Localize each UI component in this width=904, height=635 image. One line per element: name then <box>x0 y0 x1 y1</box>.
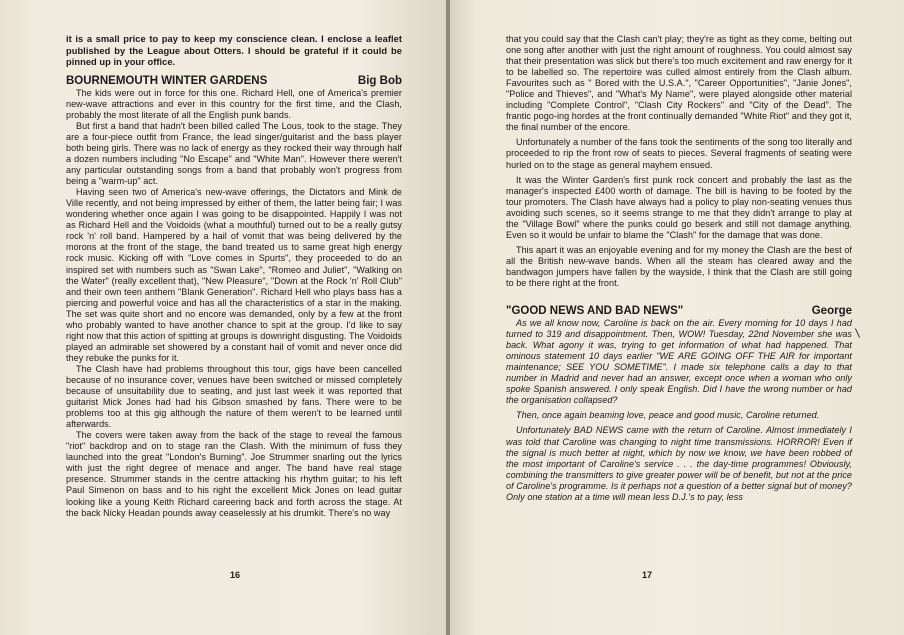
article-paragraph: The Clash have had problems throughout this tour, gigs have been cancelled because of no insurance cover, venues have been switched or missed completely because of unsuitability due to seating, and just last week it was reported that guitarist Mick Jones had had his Gibson smashed by fans. There were to be problems too at this gig although the nature of them weren't to be learned until afterwards. <box>66 363 402 430</box>
article-paragraph: It was the Winter Garden's first punk rock concert and probably the last as the manager's inspected £400 worth of damage. The bill is having to be footed by the tour promoters. The Clash have always had a policy to play non-seating venues thus avoiding such scenes, so it seems strange to me that they didn't arrange to play at the "Village Bowl" where the punks could go beserk and still not damage anything. Even so it would be unfair to blame the "Clash" for the damage that was done. <box>506 174 852 240</box>
article-paragraph: Unfortunately a number of the fans took the sentiments of the song too literally and proceeded to rip the front row of seats to pieces. Several fragments of seating were hurled on to the stage as general mayhem ensued. <box>506 137 852 170</box>
page-number: 17 <box>642 570 653 580</box>
article2-heading <box>506 305 852 317</box>
article-paragraph: But first a band that hadn't been billed called The Lous, took to the stage. They are a four-piece outfit from France, the lead singer/guitarist and the bass player both being girls. There was no lack of energy as they rocked their way through half a dozen numbers including "No Escape" and "White Man". However there weren't any particular outstanding songs from a band that probably won't progress from being a "warm-up" act. <box>66 120 402 187</box>
article-author: Big Bob <box>357 74 402 87</box>
article2-paragraph: As we all know now, Caroline is back on the air. Every morning for 10 days I had turned to 319 and disappointment. Then, WOW! Tuesday, 22nd November she was back. What agony it was, trying to get information of what had happened. That ominous statement 10 days earlier "WE ARE GOING OFF THE AIR for important maintenance; SEE YOU SOMETIME". I made six telephone calls a day to that number in Madrid and never had an answer, except once when a woman who only spoke Spanish answered. I only speak English. Did I have the wrong number or had the organisation collapsed? <box>506 318 852 406</box>
article2-paragraph: Unfortunately BAD NEWS came with the return of Caroline. Almost immediately I was told that Caroline was changing to night time transmissions. HORROR! Even if the signal is much better at night, which by now we know, we have been robbed of the most important of Caroline's service . . . the day-time programmes! Obviously, combining the transmitters to give greater power will be of benefit, but not at the price of Caroline's programme. Is it perhaps not a question of a better signal but of money? Only one station at a time will mean less D.J.'s to pay, less <box>506 425 852 502</box>
article2-author: George <box>811 305 852 318</box>
article-heading <box>66 75 402 87</box>
article-title: BOURNEMOUTH WINTER GARDENS <box>66 74 268 87</box>
page-number: 16 <box>230 570 241 580</box>
article-paragraph: The covers were taken away from the back of the stage to reveal the famous "riot" backdrop and on to stage ran the Clash. With the minimum of fuss they launched into the great "London's Burning". Joe Strummer snarling out the lyrics with just the right degree of menace and anger. The band have real stage presence. Strummer stands in the centre attacking his rhythm guitar; to his left Paul Simenon on bass and to his right the excellent Mick Jones on lead guitar looking like a young Keith Richard careering back and forth across the stage. At the back Nicky Headan pounds away ceaselessly at his drumkit. There's no way <box>66 430 402 518</box>
article2-paragraph: Then, once again beaming love, peace and good music, Caroline returned. <box>516 410 820 421</box>
article-paragraph: The kids were out in force for this one. Richard Hell, one of America's premier new-wave attractions and ever in this country for the first time, and the Clash, probably the most literate of all the English punk bands. <box>66 87 402 120</box>
article-paragraph: Having seen two of America's new-wave offerings, the Dictators and Mink de Ville recently, and not being impressed by either of them, the latter being fair; I was wondering whether once again I was going to be disappointed. Happily I was not as Richard Hell and the Voidoids (what a mouthful) turned out to be a really gutsy rock 'n' roll band. Hampered by a hail of vomit that was being delivered by the morons at the front of the stage, the band treated us to same great high energy rock music. Kicking off with "Love comes in Spurts", they proceeded to do an inspired set with numbers such as "Swan Lake", "Romeo and Juliet", "Walking on the Water" (really excellent that), "New Pleasure", "Down at the Rock 'n' Roll Club" and their own teen anthem "Blank Generation". Richard Hell who plays bass has a piercing and powerful voice and has all the characteristics of a star in the making. The set was quite short and no encore was demanded, only by a few at the front who probably wanted to have another chance to spit at the group. I'd like to say right now that this action of spitting at groups is downright disgusting. The Voidoids played an admirable set showered by a constant hail of vomit and never once did they rebuke the punks for it. <box>66 187 402 363</box>
article-paragraph: that you could say that the Clash can't play; they're as tight as they come, belting out one song after another with just the right amount of roughness. You could almost say that their presentation was slick but there's too much excitement and raw energy for it to be labelled so. The repertoire was culled almost entirely from the Clash album. Favourites such as " Bored with the U.S.A.", "Career Opportunities", "Janie Jones", "Police and Thieves", and "What's My Name", were played alongside other material including "Complete Control", "Clash City Rockers" and "City of the Dead". The frantic pogo-ing hordes at the front continually demanded "White Riot" and they got it, the final number of the encore. <box>506 34 853 133</box>
article-paragraph: This apart it was an enjoyable evening and for my money the Clash are the best of all the British new-wave bands. When all the steam has cleared away and the bandwagon jumpers have fallen by the wayside, I think that the Clash are still going to be there right at the front. <box>506 244 852 288</box>
pen-mark <box>855 328 860 337</box>
left-page <box>0 0 446 635</box>
intro-text: it is a small price to pay to keep my conscience clean. I enclose a leaflet published by the League about Otters. I should be grateful if it could be pinned up in your office. <box>66 34 402 68</box>
right-page <box>450 0 904 635</box>
article2-title: "GOOD NEWS AND BAD NEWS" <box>506 305 684 318</box>
